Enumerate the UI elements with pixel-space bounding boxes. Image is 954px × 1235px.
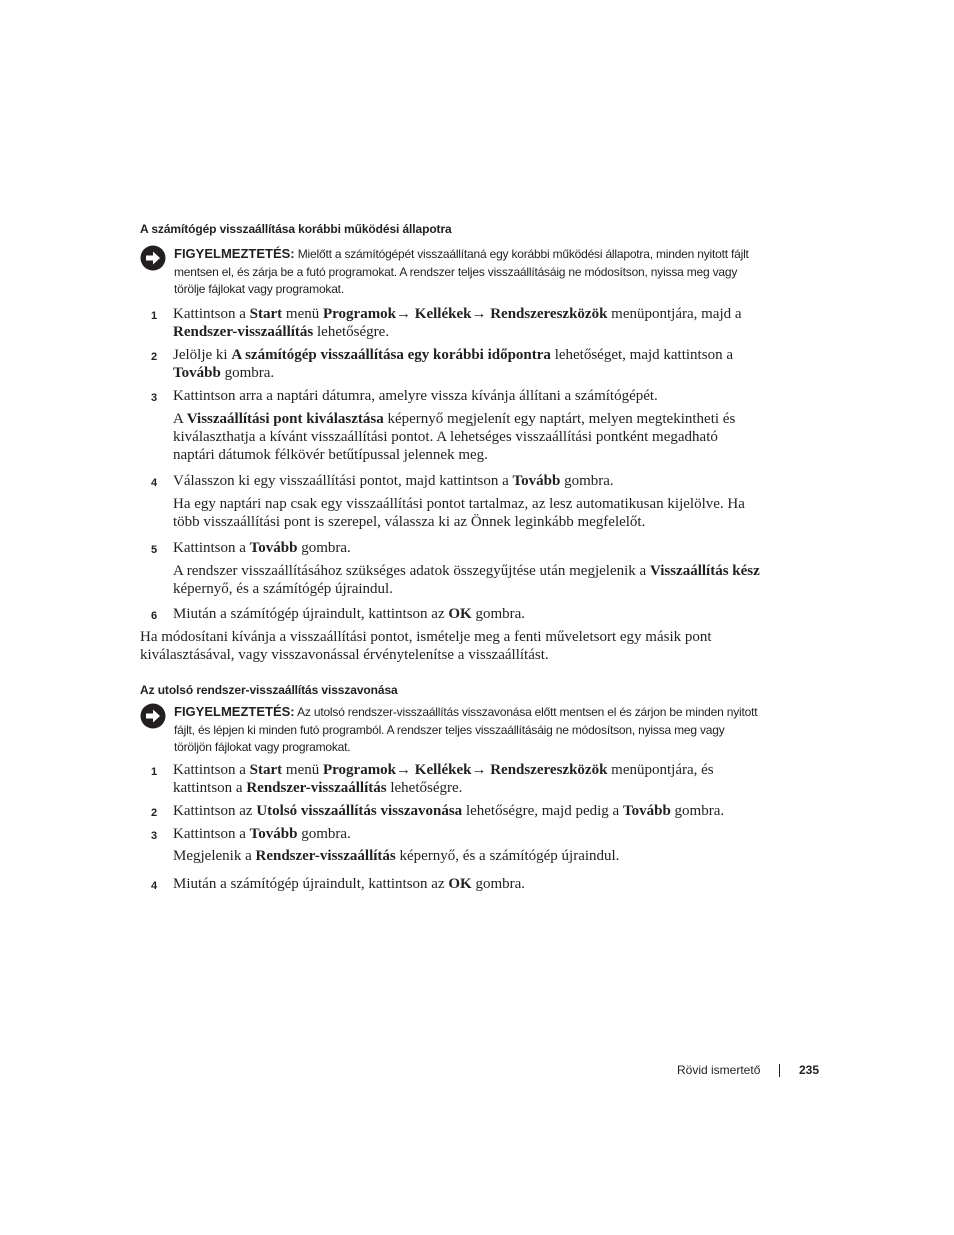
step-number: 6 (151, 610, 158, 622)
step-number: 1 (151, 310, 158, 322)
list-item: 1 Kattintson a Start menü Programok→ Kellékek→ Rendszereszközök menüpontjára, majd a Rendszer-visszaállítás lehetőségre. (151, 306, 742, 340)
warning-note (140, 245, 760, 299)
warning-arrow-icon (140, 703, 166, 729)
step-number: 4 (151, 477, 158, 489)
step-detail: Ha egy naptári nap csak egy visszaállítási pontot tartalmaz, az lesz automatikusan kijelölve. Ha több visszaállítási pont is szerepel, válassza ki az Önnek leginkább megfelelőt. (173, 496, 745, 530)
section-heading: A számítógép visszaállítása korábbi működési állapotra (140, 222, 452, 236)
list-item: 2 Jelölje ki A számítógép visszaállítása egy korábbi időpontra lehetőséget, majd kattintson a Tovább gombra. (151, 347, 733, 381)
step-number: 3 (151, 392, 158, 404)
step-number: 1 (151, 766, 158, 778)
list-item: 1 Kattintson a Start menü Programok→ Kellékek→ Rendszereszközök menüpontjára, és kattintson a Rendszer-visszaállítás lehetőségre. (151, 762, 714, 796)
warning-arrow-icon (140, 245, 166, 271)
list-item: 3 Kattintson a Tovább gombra. (140, 825, 760, 843)
warning-label: FIGYELMEZTETÉS: (174, 246, 295, 261)
footer-divider (779, 1064, 780, 1077)
step-number: 2 (151, 351, 158, 363)
step-detail: A rendszer visszaállításához szükséges adatok összegyűjtése után megjelenik a Visszaállítás kész képernyő, és a számítógép újraindul. (173, 563, 760, 597)
warning-label: FIGYELMEZTETÉS: (174, 704, 295, 719)
step-number: 3 (151, 830, 158, 842)
step-number: 5 (151, 544, 158, 556)
list-item: 5 Kattintson a Tovább gombra. (140, 539, 760, 557)
warning-text: Az utolsó rendszer-visszaállítás visszavonása előtt mentsen el és zárjon be minden nyitott fájlt, és lépjen ki minden futó programból. A rendszer teljes visszaállításáig ne módosítson, nyissa meg vagy töröljön fájlokat vagy programokat. (174, 705, 758, 754)
step-number: 4 (151, 880, 158, 892)
page-number: 235 (799, 1063, 820, 1077)
list-item: 4 Válasszon ki egy visszaállítási pontot, majd kattintson a Tovább gombra. (140, 472, 760, 490)
closing-paragraph: Ha módosítani kívánja a visszaállítási pontot, ismételje meg a fenti műveletsort egy másik pont kiválasztásával, vagy visszavonással érvénytelenítse a visszaállítást. (140, 629, 712, 663)
list-item: 3 Kattintson arra a naptári dátumra, amelyre vissza kívánja állítani a számítógépét. (140, 387, 760, 405)
section-heading: Az utolsó rendszer-visszaállítás visszavonása (140, 683, 398, 697)
list-item: 2 Kattintson az Utolsó visszaállítás visszavonása lehetőségre, majd pedig a Tovább gombra. (140, 802, 760, 820)
list-item: 6 Miután a számítógép újraindult, kattintson az OK gombra. (140, 605, 760, 623)
warning-text: Mielőtt a számítógépét visszaállítaná egy korábbi működési állapotra, minden nyitott fájlt mentsen el, és zárja be a futó programokat. A rendszer teljes visszaállításáig ne módosítson, nyissa meg vagy törölje fájlokat vagy programokat. (174, 247, 749, 296)
step-number: 2 (151, 807, 158, 819)
step-detail: Megjelenik a Rendszer-visszaállítás képernyő, és a számítógép újraindul. (173, 848, 620, 864)
footer-section-title: Rövid ismertető (677, 1063, 761, 1077)
step-detail: A Visszaállítási pont kiválasztása képernyő megjelenít egy naptárt, melyen megtekintheti és kiválaszthatja a kívánt visszaállítási pontot. A lehetséges visszaállítási pontként megadható naptári dátumok félkövér betűtípussal jelennek meg. (173, 411, 736, 463)
list-item: 4 Miután a számítógép újraindult, kattintson az OK gombra. (140, 875, 760, 893)
warning-note (140, 703, 760, 757)
